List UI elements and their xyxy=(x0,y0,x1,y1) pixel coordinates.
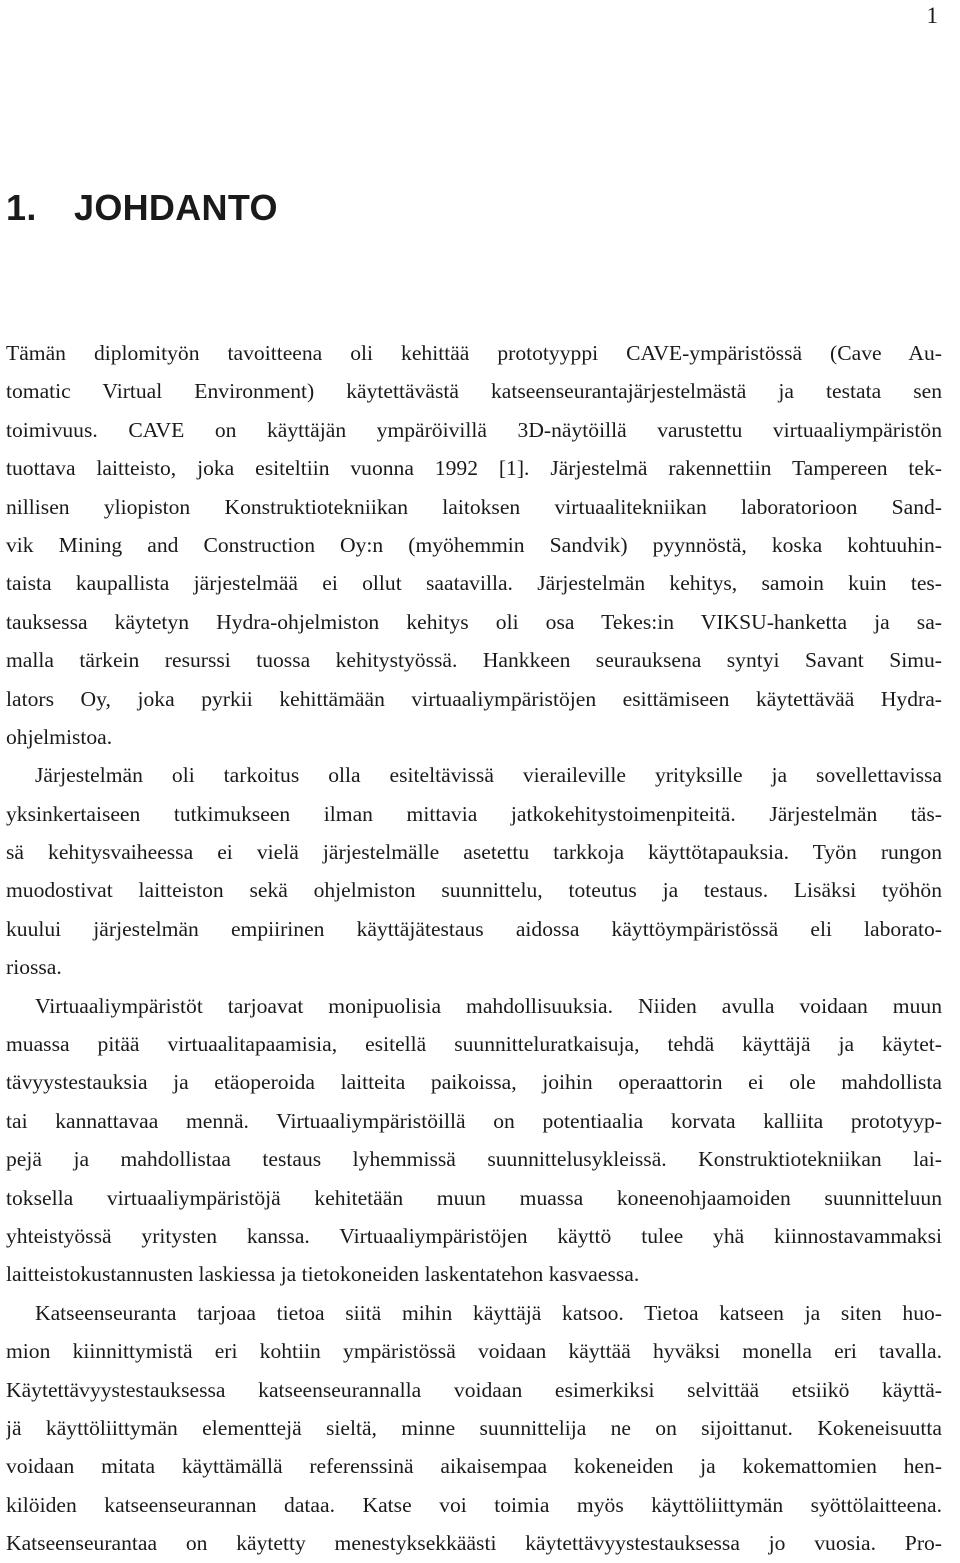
text-line: ohjelmistoa. xyxy=(6,724,113,749)
text-line: laitteistokustannusten laskiessa ja tietokoneiden laskentatehon kasvaessa. xyxy=(6,1262,640,1287)
text-line: voidaan mitata käyttämällä referenssinä aikaisempaa kokeneiden ja kokemattomien hen- xyxy=(6,1454,942,1479)
text-line: vik Mining and Construction Oy:n (myöhemmin Sandvik) pyynnöstä, koska kohtuuhin- xyxy=(6,532,942,557)
body-text xyxy=(6,334,942,1563)
text-line: Järjestelmän oli tarkoitus olla esiteltävissä vieraileville yrityksille ja sovellettavissa xyxy=(35,763,942,788)
text-line: mion kiinnittymistä eri kohtiin ympäristössä voidaan käyttää hyväksi monella eri tavalla. xyxy=(6,1339,942,1364)
text-line: malla tärkein resurssi tuossa kehitystyössä. Hankkeen seurauksena syntyi Savant Simu- xyxy=(6,648,942,673)
text-line: tai kannattavaa mennä. Virtuaaliympäristöillä on potentiaalia korvata kalliita prototyyp- xyxy=(6,1108,942,1133)
text-line: tomatic Virtual Environment) käytettävästä katseenseurantajärjestelmästä ja testata sen xyxy=(6,379,942,404)
text-line: yksinkertaiseen tutkimukseen ilman mittavia jatkokehitystoimenpiteitä. Järjestelmän täs- xyxy=(6,801,942,826)
chapter-title: JOHDANTO xyxy=(74,187,278,228)
page-number: 1 xyxy=(926,3,938,28)
text-line: kilöiden katseenseurannan dataa. Katse voi toimia myös käyttöliittymän syöttölaitteena. xyxy=(6,1492,942,1517)
text-line: toimivuus. CAVE on käyttäjän ympäröivillä 3D-näytöillä varustettu virtuaaliympäristön xyxy=(6,417,942,442)
text-line: muassa pitää virtuaalitapaamisia, esitellä suunnitteluratkaisuja, tehdä käyttäjä ja käytet- xyxy=(6,1032,942,1057)
chapter-heading xyxy=(6,186,278,230)
text-line: yhteistyössä yritysten kanssa. Virtuaaliympäristöjen käyttö tulee yhä kiinnostavammaksi xyxy=(6,1223,942,1248)
paragraph-1 xyxy=(6,334,942,756)
text-line: Tämän diplomityön tavoitteena oli kehittää prototyyppi CAVE-ympäristössä (Cave Au- xyxy=(6,341,942,365)
text-line: Käytettävyystestauksessa katseenseurannalla voidaan esimerkiksi selvittää etsiikö käyttä- xyxy=(6,1377,942,1402)
text-line: tävyystestauksia ja etäoperoida laitteita paikoissa, joihin operaattorin ei ole mahdollista xyxy=(6,1070,942,1095)
text-line: sä kehitysvaiheessa ei vielä järjestelmälle asetettu tarkkoja käyttötapauksia. Työn rungon xyxy=(6,840,942,865)
paragraph-3 xyxy=(6,987,942,1294)
text-line: pejä ja mahdollistaa testaus lyhemmissä suunnittelusykleissä. Konstruktiotekniikan lai- xyxy=(6,1147,942,1172)
paragraph-4 xyxy=(6,1294,942,1563)
text-line: lators Oy, joka pyrkii kehittämään virtuaaliympäristöjen esittämiseen käytettävää Hydra- xyxy=(6,686,942,711)
chapter-number: 1. xyxy=(6,187,37,228)
text-line: taista kaupallista järjestelmää ei ollut saatavilla. Järjestelmän kehitys, samoin kuin tes- xyxy=(6,571,942,596)
paragraph-2 xyxy=(6,756,942,986)
text-line: Katseenseurantaa on käytetty menestyksekkäästi käytettävyystestauksessa jo vuosia. Pro- xyxy=(6,1531,942,1556)
text-line: nillisen yliopiston Konstruktiotekniikan laitoksen virtuaalitekniikan laboratorioon Sand- xyxy=(6,494,942,519)
text-line: tauksessa käytetyn Hydra-ohjelmiston kehitys oli osa Tekes:in VIKSU-hanketta ja sa- xyxy=(6,609,942,634)
text-line: jä käyttöliittymän elementtejä sieltä, minne suunnittelija ne on sijoittanut. Kokeneisuutta xyxy=(6,1415,942,1440)
text-line: Katseenseuranta tarjoaa tietoa siitä mihin käyttäjä katsoo. Tietoa katseen ja siten huo- xyxy=(35,1300,942,1325)
text-line: riossa. xyxy=(6,955,62,980)
text-line: muodostivat laitteiston sekä ohjelmiston suunnittelu, toteutus ja testaus. Lisäksi työhön xyxy=(6,878,942,903)
text-line: Virtuaaliympäristöt tarjoavat monipuolisia mahdollisuuksia. Niiden avulla voidaan muun xyxy=(35,993,942,1018)
text-line: tuottava laitteisto, joka esiteltiin vuonna 1992 [1]. Järjestelmä rakennettiin Tampereen tek- xyxy=(6,456,942,481)
text-line: kuului järjestelmän empiirinen käyttäjätestaus aidossa käyttöympäristössä eli laborato- xyxy=(6,916,942,941)
text-line: toksella virtuaaliympäristöjä kehitetään muun muassa koneenohjaamoiden suunnitteluun xyxy=(6,1185,942,1210)
